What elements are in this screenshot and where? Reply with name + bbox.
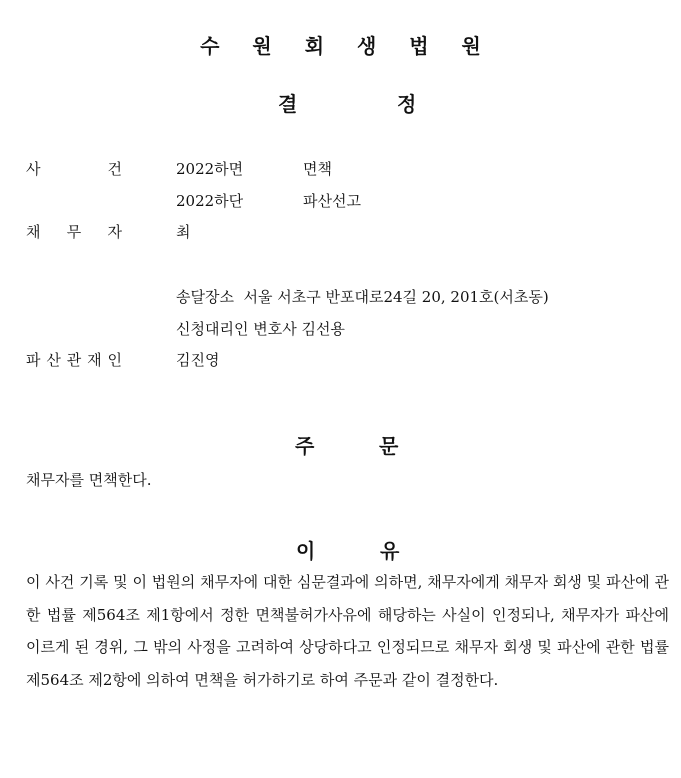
case-label (26, 158, 122, 179)
debtor-agent: 신청대리인 변호사 김선용 (176, 320, 345, 338)
court-name: 수 원 회 생 법 원 (200, 34, 494, 58)
order-text: 채무자를 면책한다. (26, 471, 152, 489)
trustee-name: 김진영 (176, 351, 220, 369)
debtor-label-char: 무 (66, 223, 82, 241)
reason-text: 이 사건 기록 및 이 법원의 채무자에 대한 심문결과에 의하면, 채무자에게 채무자 회생 및 파산에 관한 법률 제564조 제1항에서 정한 면책불허가사유에 해당하는 사실이 인정되나, 채무자가 파산에 이르게 된 경위, 그 밖의 사정을 고려하여 상당하다고 인정되므로 채무자 회생 및 파산에 관한 법률 제564조 제2항에 의하여 면책을 허가하기로 하여 주문과 같이 결정한다. (26, 573, 669, 689)
case-label-char: 건 (107, 160, 122, 178)
case-number: 2022하면 (176, 160, 244, 178)
reason-heading-left: 이 (296, 539, 316, 563)
order-heading-left: 주 (295, 434, 315, 458)
trustee-label-char: 관 (66, 351, 82, 369)
debtor-name: 최 (176, 223, 191, 241)
trustee-label (26, 349, 122, 370)
reason-heading-right: 유 (380, 539, 400, 563)
debtor-label-char: 자 (107, 223, 122, 241)
trustee-label-char: 산 (46, 351, 61, 369)
trustee-label-char: 인 (107, 351, 122, 369)
case-type: 면책 (303, 160, 332, 178)
debtor-label (26, 221, 122, 242)
doc-title-left: 결 (278, 92, 298, 116)
case-number: 2022하단 (176, 192, 244, 210)
doc-title-right: 정 (397, 92, 417, 116)
debtor-label-char: 채 (26, 223, 41, 241)
case-type: 파산선고 (303, 192, 361, 210)
case-label-char: 사 (26, 160, 41, 178)
trustee-label-char: 재 (87, 351, 102, 369)
trustee-label-char: 파 (26, 351, 41, 369)
order-heading-right: 문 (379, 434, 399, 458)
debtor-address: 송달장소 서울 서초구 반포대로24길 20, 201호(서초동) (176, 288, 549, 306)
